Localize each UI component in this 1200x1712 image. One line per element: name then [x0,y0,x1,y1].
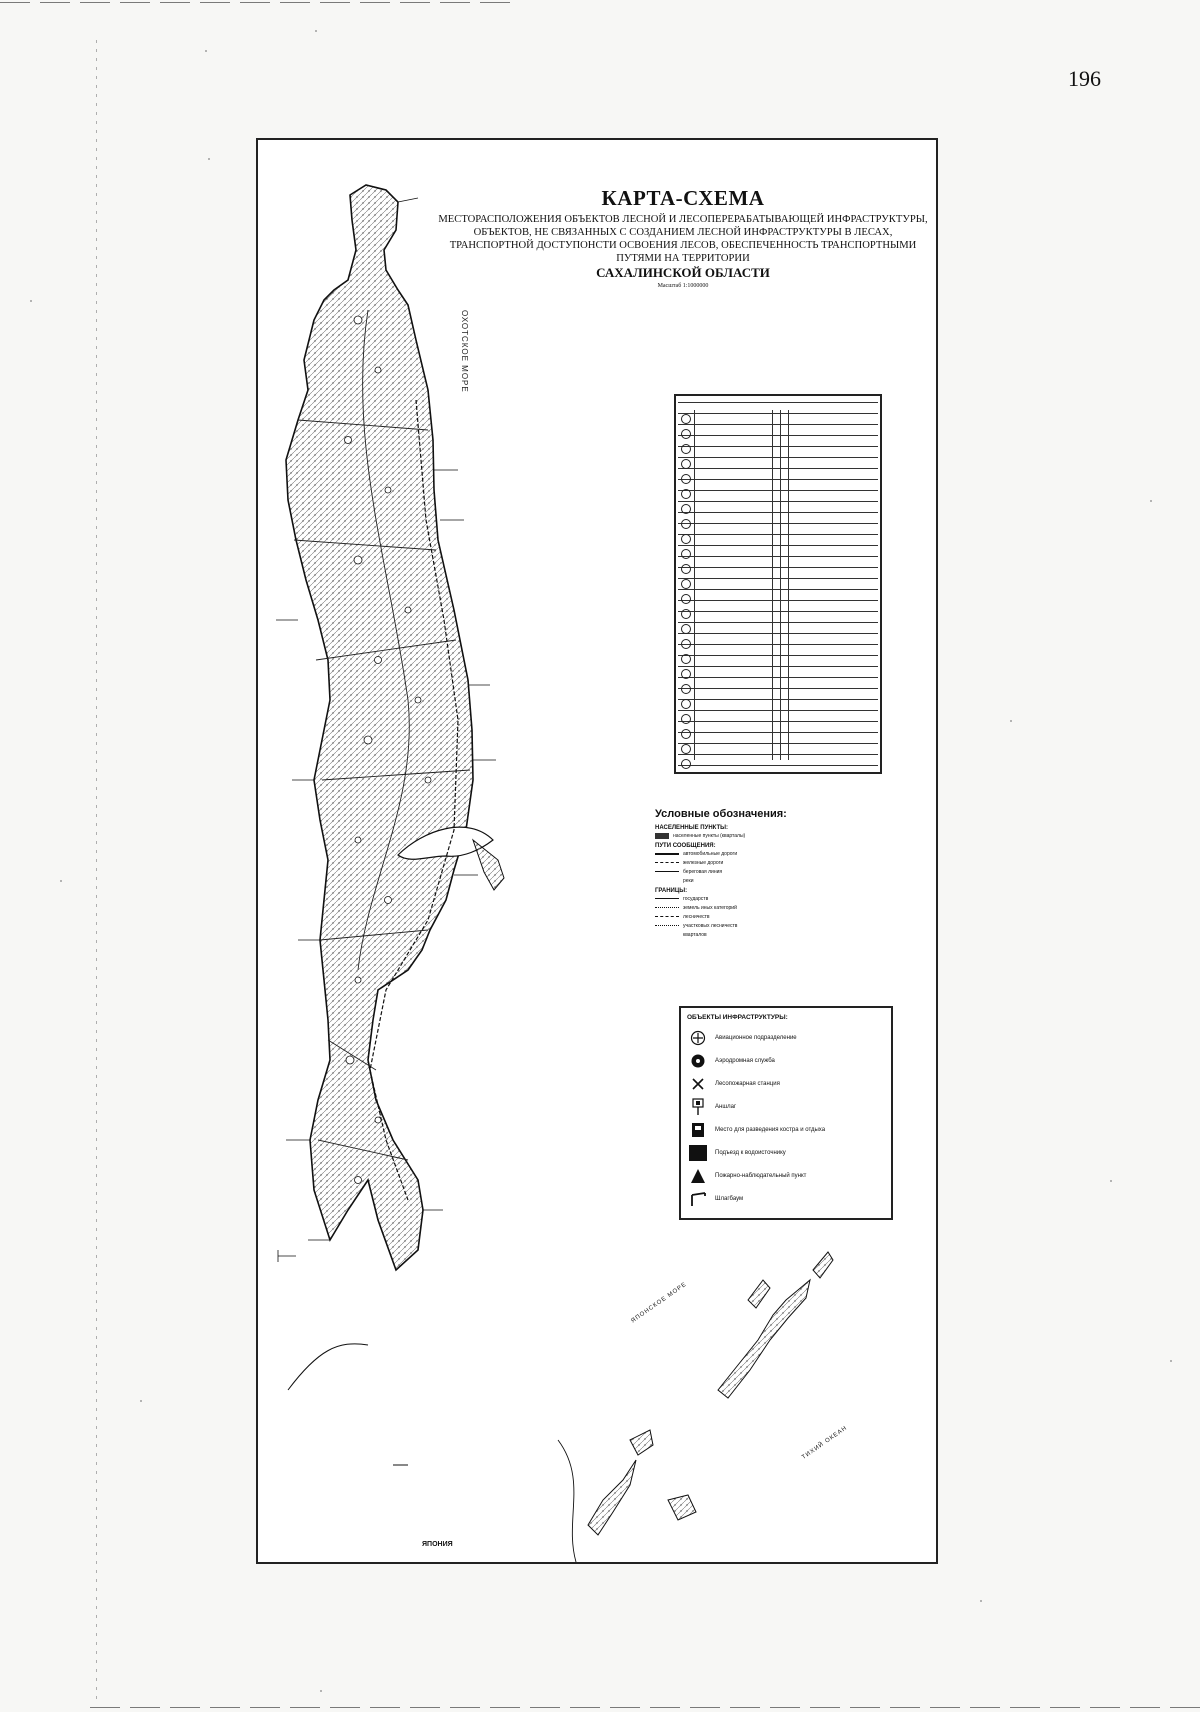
legend-sections [655,825,915,939]
table-row-marker [681,579,691,589]
legend-item [655,867,915,876]
inset-divider [558,1440,576,1562]
table-rule [678,644,878,645]
table-row-marker [681,639,691,649]
legend-item [655,849,915,858]
infrastructure-item [687,1164,885,1187]
table-row-marker [681,699,691,709]
japan-sea-label: ЯПОНСКОЕ МОРЕ [630,1281,689,1325]
map-frame [256,138,938,1564]
scan-edge-line [90,1707,1200,1708]
legend-swatch [655,853,679,855]
legend [655,808,915,939]
legend-swatch [655,907,679,908]
map-subtitle: МЕСТОРАСПОЛОЖЕНИЯ ОБЪЕКТОВ ЛЕСНОЙ И ЛЕСОПЕРЕРАБАТЫВАЮЩЕЙ ИНФРАСТРУКТУРЫ, ОБЪЕКТОВ, НЕ СВЯЗАННЫХ С СОЗДАНИЕМ ЛЕСНОЙ ИНФРАСТРУКТУРЫ В ЛЕСАХ, ТРАНСПОРТНОЙ ДОСТУПОНСТИ ОСВОЕНИЯ ЛЕСОВ, ОБЕСПЕЧЕННОСТЬ ТРАНСПОРТНЫМИ ПУТЯМИ НА ТЕРРИТОРИИ [438,214,928,264]
table-rule [678,435,878,436]
table-rule [678,424,878,425]
map-region: САХАЛИНСКОЙ ОБЛАСТИ [596,265,770,280]
legend-item-label: береговая линия [683,868,723,875]
japan-label: ЯПОНИЯ [422,1541,453,1548]
kuril-islands [588,1252,833,1535]
table-row-marker [681,654,691,664]
infrastructure-item-label: Место для разведения костра и отдыха [715,1126,826,1133]
campfire-place-icon [687,1121,709,1139]
legend-swatch [655,833,669,839]
scan-speck [30,300,32,302]
table-rule [678,567,878,568]
table-rule [678,666,878,667]
scan-speck [1010,720,1012,722]
table-column-rule [788,410,789,760]
table-rule [678,523,878,524]
scan-speck [1170,1360,1172,1362]
sakhalin-island [286,185,473,1270]
infrastructure-item [687,1072,885,1095]
table-column-rule [780,410,781,760]
infrastructure-item-label: Лесопожарная станция [715,1080,780,1087]
infrastructure-item [687,1187,885,1210]
table-rule [678,446,878,447]
legend-item-label: государств [683,895,709,902]
table-rule [678,699,878,700]
table-row-marker [681,459,691,469]
table-rule [678,721,878,722]
table-row-marker [681,534,691,544]
table-rule [678,501,878,502]
table-row-marker [681,759,691,769]
legend-swatch [655,898,679,899]
legend-swatch [655,862,679,863]
table-rule [678,556,878,557]
page-number: 196 [1068,66,1101,91]
legend-item [655,903,915,912]
table-rule [678,490,878,491]
scan-speck [980,1600,982,1602]
legend-item-label: участковых лесничеств [683,922,738,929]
table-row-marker [681,429,691,439]
legend-section-heading: НАСЕЛЕННЫЕ ПУНКТЫ: [655,825,728,831]
table-rule [678,545,878,546]
legend-item-label: автомобильные дороги [683,850,738,857]
infrastructure-item [687,1095,885,1118]
table-row-marker [681,519,691,529]
legend-item-label: лесничеств [683,913,710,920]
table-rule [678,743,878,744]
table-row-marker [681,729,691,739]
table-rule [678,732,878,733]
legend-item [655,894,915,903]
table-column-rule [772,410,773,760]
infrastructure-item-label: Пожарно-наблюдательный пункт [715,1172,807,1179]
scan-speck [208,158,210,160]
scan-speck [140,1400,142,1402]
legend-item [655,930,915,939]
cape-terpeniya [473,840,504,890]
table-rule [678,688,878,689]
table-row-marker [681,414,691,424]
infrastructure-item [687,1141,885,1164]
table-rule [678,457,878,458]
infrastructure-legend [679,1006,893,1220]
fire-station-icon [687,1075,709,1093]
table-rule [678,468,878,469]
table-row-marker [681,549,691,559]
pacific-label: ТИХИЙ ОКЕАН [801,1425,849,1461]
infrastructure-title: ОБЪЕКТЫ ИНФРАСТРУКТУРЫ: [687,1014,788,1021]
table-rule [678,677,878,678]
table-rule [678,611,878,612]
scan-margin-line [96,40,97,1700]
infrastructure-item-label: Авиационное подразделение [715,1034,797,1041]
infrastructure-item-label: Аэродромная служба [715,1057,775,1064]
table-row-marker [681,684,691,694]
billboard-icon [687,1098,709,1116]
table-rule [678,710,878,711]
table-row-marker [681,474,691,484]
table-rule [678,655,878,656]
legend-item-label: реки [683,877,694,884]
table-row-marker [681,594,691,604]
legend-swatch [655,871,679,872]
scan-speck [320,1690,322,1692]
infrastructure-list [687,1026,885,1210]
map-title-block [438,185,928,291]
legend-item [655,921,915,930]
water-access-icon [687,1144,709,1162]
legend-swatch [655,925,679,926]
legend-section-heading: ГРАНИЦЫ: [655,888,688,894]
scan-speck [315,30,317,32]
table-row-marker [681,714,691,724]
legend-item-label: кварталов [683,931,707,938]
table-rule [678,534,878,535]
table-rule [678,754,878,755]
table-rule [678,512,878,513]
infrastructure-item-label: Подъезд к водоисточнику [715,1149,786,1156]
map-scale: Масштаб 1:1000000 [657,283,709,289]
table-row-marker [681,444,691,454]
table-row-marker [681,624,691,634]
table-row-marker [681,669,691,679]
legend-item [655,876,915,885]
legend-section-heading: ПУТИ СООБЩЕНИЯ: [655,843,716,849]
scan-speck [1110,1180,1112,1182]
table-rule [678,600,878,601]
table-row-marker [681,489,691,499]
legend-item-label: населенные пункты (кварталы) [673,832,746,839]
map-title: КАРТА-СХЕМА [601,186,765,210]
table-row-marker [681,609,691,619]
table-rule [678,633,878,634]
infrastructure-item-label: Аншлаг [715,1103,737,1110]
aviation-unit-icon [687,1029,709,1047]
table-row-marker [681,564,691,574]
table-rule [678,589,878,590]
hokkaido-coast [288,1344,368,1390]
legend-item [655,831,915,840]
table-rule [678,402,878,403]
table-rule [678,413,878,414]
table-rule [678,578,878,579]
barrier-icon [687,1190,709,1208]
table-rule [678,765,878,766]
table-column-rule [694,410,695,760]
okhotsk-sea-label: ОХОТСКОЕ МОРЕ [460,310,469,393]
scan-speck [1150,500,1152,502]
legend-item-label: железные дороги [683,859,724,866]
scan-edge-line [0,2,520,3]
forestry-statistics-table [674,394,882,774]
scan-speck [205,50,207,52]
table-rule [678,479,878,480]
legend-item [655,858,915,867]
infrastructure-item [687,1118,885,1141]
infrastructure-item-label: Шлагбаум [715,1195,744,1202]
scan-speck [60,880,62,882]
infrastructure-item [687,1026,885,1049]
airfield-service-icon [687,1052,709,1070]
legend-item [655,912,915,921]
legend-title: Условные обозначения: [655,808,787,820]
table-rule [678,622,878,623]
table-row-marker [681,504,691,514]
table-row-marker [681,744,691,754]
legend-swatch [655,916,679,917]
legend-item-label: земель иных категорий [683,904,737,911]
infrastructure-item [687,1049,885,1072]
lookout-tower-icon [687,1167,709,1185]
